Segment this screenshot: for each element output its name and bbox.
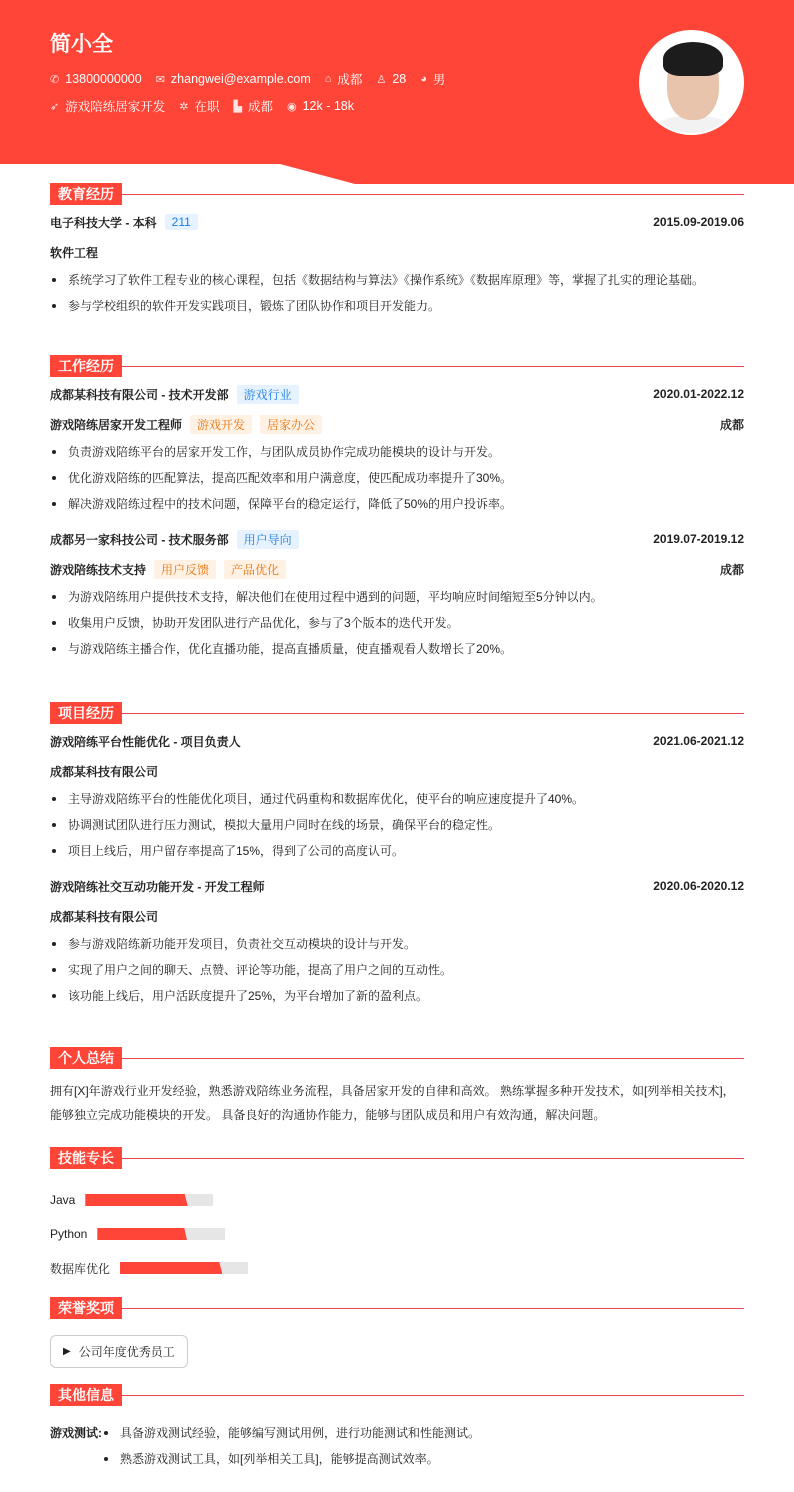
- list-item: 主导游戏陪练平台的性能优化项目，通过代码重构和数据库优化，使平台的响应速度提升了40%。: [50, 786, 744, 812]
- list-item: 优化游戏陪练的匹配算法，提高匹配效率和用户满意度，使匹配成功率提升了30%。: [50, 465, 744, 491]
- skills-section: [50, 1147, 744, 1285]
- list-item: 收集用户反馈，协助开发团队进行产品优化，参与了3个版本的迭代开发。: [50, 610, 744, 636]
- other-label: 游戏测试:: [50, 1426, 102, 1440]
- skill-name: Python: [50, 1227, 88, 1241]
- job: 游戏陪练居家开发: [65, 100, 166, 114]
- list-item: 协调测试团队进行压力测试，模拟大量用户同时在线的场景，确保平台的稳定性。: [50, 812, 744, 838]
- work-section: [50, 355, 744, 662]
- list-item: 该功能上线后，用户活跃度提升了25%，为平台增加了新的盈利点。: [50, 983, 744, 1009]
- company: 成都另一家科技公司 - 技术服务部: [50, 532, 229, 547]
- role: 游戏陪练居家开发工程师: [50, 417, 183, 432]
- list-item: 参与学校组织的软件开发实践项目，锻炼了团队协作和项目开发能力。: [50, 293, 744, 319]
- home-icon: ⌂: [324, 73, 332, 85]
- awards-section: [50, 1297, 744, 1368]
- building-icon: ▙: [233, 100, 242, 113]
- cake-icon: ♙: [376, 73, 387, 86]
- summary-section: [50, 1047, 744, 1127]
- tag: 用户导向: [237, 530, 299, 549]
- list-item: 与游戏陪练主播合作，优化直播功能，提高直播质量，使直播观看人数增长了20%。: [50, 636, 744, 662]
- list-item: 项目上线后，用户留存率提高了15%，得到了公司的高度认可。: [50, 838, 744, 864]
- gender-icon: ◕: [420, 73, 427, 85]
- tag: 用户反馈: [154, 560, 216, 579]
- section-title: 个人总结: [50, 1047, 122, 1069]
- mail-icon: ✉: [155, 73, 165, 86]
- skill-bar-fill: [120, 1262, 222, 1274]
- section-title: 工作经历: [50, 355, 122, 377]
- tag: 居家办公: [260, 415, 322, 434]
- money-icon: ◉: [286, 100, 297, 113]
- project-name: 游戏陪练社交互动功能开发 - 开发工程师: [50, 879, 265, 894]
- city: 成都: [337, 73, 363, 87]
- award-item[interactable]: [50, 1335, 188, 1368]
- award-label: 公司年度优秀员工: [78, 1345, 175, 1359]
- section-title: 教育经历: [50, 183, 122, 205]
- projects-section: [50, 702, 744, 1009]
- date: 2021.06-2021.12: [653, 734, 744, 748]
- date: 2019.07-2019.12: [653, 532, 744, 546]
- major: 软件工程: [50, 245, 99, 260]
- date: 2020.01-2022.12: [653, 387, 744, 401]
- phone-icon: ✆: [50, 73, 60, 86]
- work-city: 成都: [247, 100, 273, 114]
- skill-bar-fill: [97, 1228, 187, 1240]
- city: 成都: [719, 562, 744, 577]
- project-name: 游戏陪练平台性能优化 - 项目负责人: [50, 734, 241, 749]
- skill-item: [50, 1217, 403, 1251]
- triangle-icon: ▶: [63, 1346, 71, 1357]
- list-item: 系统学习了软件工程专业的核心课程，包括《数据结构与算法》《操作系统》《数据库原理》等，掌握了扎实的理论基础。: [50, 267, 744, 293]
- list-item: 解决游戏陪练过程中的技术问题，保障平台的稳定运行，降低了50%的用户投诉率。: [50, 491, 744, 517]
- age: 28: [392, 72, 407, 86]
- company: 成都某科技有限公司: [50, 764, 159, 779]
- list-item: 熟悉游戏测试工具，如[列举相关工具]，能够提高测试效率。: [102, 1446, 744, 1472]
- phone: 13800000000: [65, 72, 142, 86]
- send-icon: ➶: [50, 100, 60, 113]
- city: 成都: [719, 417, 744, 432]
- gender: 男: [432, 73, 446, 87]
- list-item: 为游戏陪练用户提供技术支持，解决他们在使用过程中遇到的问题，平均响应时间缩短至5分钟以内。: [50, 584, 744, 610]
- school: 电子科技大学 - 本科: [50, 215, 157, 230]
- skill-name: 数据库优化: [50, 1261, 111, 1276]
- section-title: 其他信息: [50, 1384, 122, 1406]
- skill-bar: [97, 1228, 225, 1240]
- skill-bar: [120, 1262, 248, 1274]
- role: 游戏陪练技术支持: [50, 562, 147, 577]
- summary-text: 拥有[X]年游戏行业开发经验，熟悉游戏陪练业务流程，具备居家开发的自律和高效。 熟练掌握多种开发技术，如[列举相关技术]，能够独立完成功能模块的开发。 具备良好的沟通协作能力，能够与团队成员和用户有效沟通，解决问题。: [50, 1084, 735, 1122]
- skill-bar: [85, 1194, 213, 1206]
- candidate-name: 简小全: [50, 33, 113, 56]
- other-section: [50, 1384, 744, 1472]
- section-title: 技能专长: [50, 1147, 122, 1169]
- education-section: [50, 183, 744, 319]
- list-item: 具备游戏测试经验，能够编写测试用例，进行功能测试和性能测试。: [102, 1420, 744, 1446]
- salary: 12k - 18k: [302, 99, 354, 113]
- skill-item: [50, 1251, 403, 1285]
- date: 2015.09-2019.06: [653, 215, 744, 229]
- tag: 211: [165, 214, 198, 230]
- email[interactable]: zhangwei@example.com: [170, 72, 311, 86]
- tag: 游戏开发: [190, 415, 252, 434]
- tag: 产品优化: [224, 560, 286, 579]
- list-item: 参与游戏陪练新功能开发项目，负责社交互动模块的设计与开发。: [50, 931, 744, 957]
- section-title: 荣誉奖项: [50, 1297, 122, 1319]
- skill-item: [50, 1183, 403, 1217]
- gear-icon: ✲: [179, 100, 189, 113]
- skill-name: Java: [50, 1193, 76, 1207]
- status: 在职: [194, 100, 220, 114]
- company: 成都某科技有限公司 - 技术开发部: [50, 387, 229, 402]
- company: 成都某科技有限公司: [50, 909, 159, 924]
- list-item: 负责游戏陪练平台的居家开发工作，与团队成员协作完成功能模块的设计与开发。: [50, 439, 744, 465]
- skill-bar-fill: [85, 1194, 187, 1206]
- list-item: 实现了用户之间的聊天、点赞、评论等功能，提高了用户之间的互动性。: [50, 957, 744, 983]
- section-title: 项目经历: [50, 702, 122, 724]
- tag: 游戏行业: [237, 385, 299, 404]
- date: 2020.06-2020.12: [653, 879, 744, 893]
